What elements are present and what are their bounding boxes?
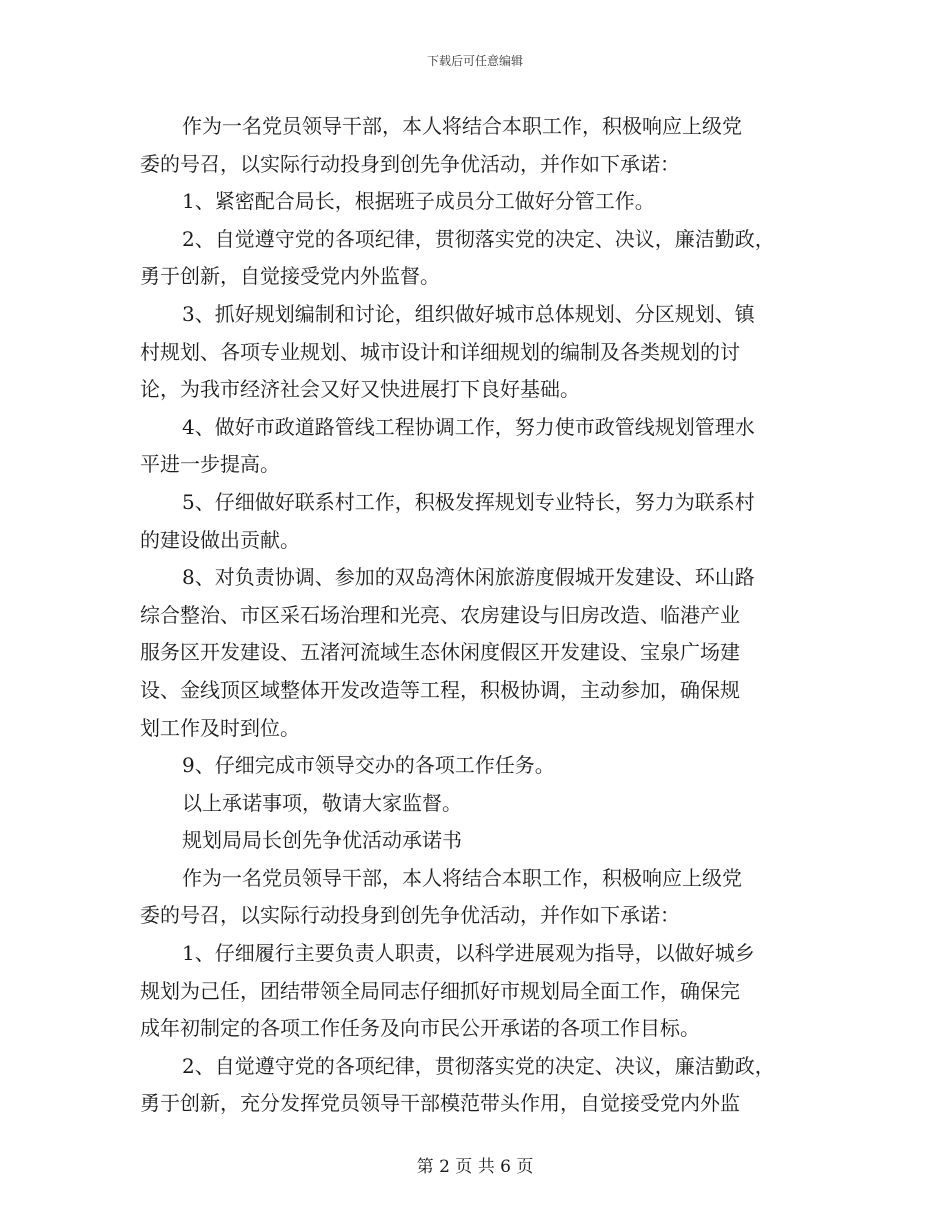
text-line: 规划为己任，团结带领全局同志仔细抓好市规划局全面工作，确保完 — [140, 978, 740, 1003]
text-line: 4、做好市政道路管线工程协调工作，努力使市政管线规划管理水 — [182, 414, 755, 439]
page-header: 下载后可任意编辑 — [426, 54, 523, 68]
text-line: 规划局局长创先争优活动承诺书 — [182, 828, 462, 853]
text-line: 3、抓好规划编制和讨论，组织做好城市总体规划、分区规划、镇 — [182, 301, 755, 326]
text-line: 作为一名党员领导干部，本人将结合本职工作，积极响应上级党 — [182, 114, 742, 138]
document-body — [140, 108, 830, 1123]
page-footer: 第 2 页 共 6 页 — [416, 1157, 534, 1177]
text-line: 平进一步提高。 — [140, 452, 280, 477]
text-line: 1、紧密配合局长，根据班子成员分工做好分管工作。 — [182, 189, 655, 214]
text-line: 论，为我市经济社会又好又快进展打下良好基础。 — [140, 377, 580, 402]
text-line: 服务区开发建设、五渚河流域生态休闲度假区开发建设、宝泉广场建 — [140, 640, 740, 665]
text-line: 设、金线顶区域整体开发改造等工程，积极协调，主动参加，确保规 — [140, 677, 740, 702]
text-line: 的建设做出贡献。 — [140, 527, 300, 552]
text-line: 作为一名党员领导干部，本人将结合本职工作，积极响应上级党 — [182, 865, 742, 890]
text-line: 勇于创新，自觉接受党内外监督。 — [140, 264, 440, 289]
text-line: 划工作及时到位。 — [140, 715, 300, 740]
text-line: 成年初制定的各项工作任务及向市民公开承诺的各项工作目标。 — [140, 1016, 700, 1041]
text-line: 2、自觉遵守党的各项纪律，贯彻落实党的决定、决议，廉洁勤政， — [182, 1053, 775, 1078]
text-line: 9、仔细完成市领导交办的各项工作任务。 — [182, 753, 555, 778]
text-line: 2、自觉遵守党的各项纪律，贯彻落实党的决定、决议，廉洁勤政， — [182, 226, 775, 251]
text-line: 委的号召，以实际行动投身到创先争优活动，并作如下承诺： — [140, 903, 680, 928]
text-line: 综合整治、市区采石场治理和光亮、农房建设与旧房改造、临港产业 — [140, 602, 740, 627]
text-line: 5、仔细做好联系村工作，积极发挥规划专业特长，努力为联系村 — [182, 489, 755, 514]
text-line: 勇于创新，充分发挥党员领导干部模范带头作用，自觉接受党内外监 — [140, 1091, 740, 1116]
text-line: 委的号召，以实际行动投身到创先争优活动，并作如下承诺： — [140, 151, 680, 176]
text-line: 以上承诺事项，敬请大家监督。 — [182, 790, 462, 815]
text-line: 村规划、各项专业规划、城市设计和详细规划的编制及各类规划的讨 — [140, 339, 740, 364]
text-line: 1、仔细履行主要负责人职责，以科学进展观为指导，以做好城乡 — [182, 941, 755, 966]
text-line: 8、对负责协调、参加的双岛湾休闲旅游度假城开发建设、环山路 — [182, 565, 755, 590]
